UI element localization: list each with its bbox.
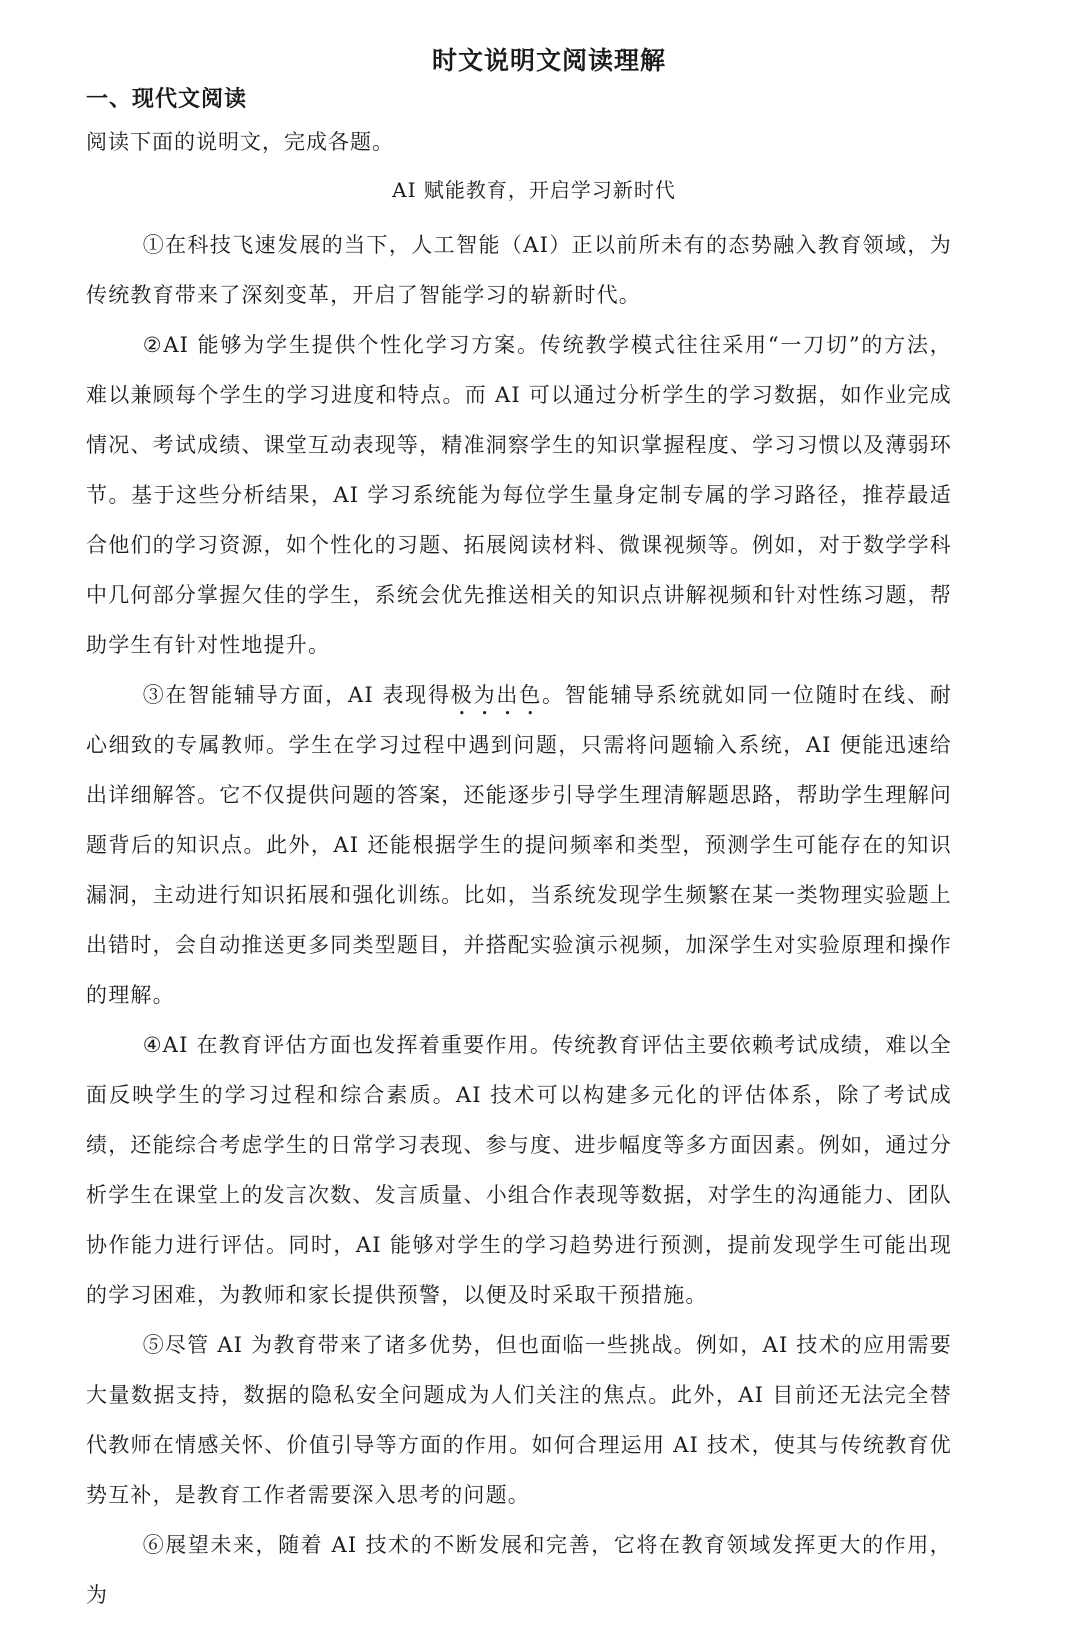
- document-title: 时文说明文阅读理解: [431, 46, 666, 75]
- paragraph-3: [86, 670, 952, 1020]
- article-title: AI 赋能教育，开启学习新时代: [392, 178, 676, 202]
- paragraph-4: ④AI 在教育评估方面也发挥着重要作用。传统教育评估主要依赖考试成绩，难以全面反映学生的学习过程和综合素质。AI 技术可以构建多元化的评估体系，除了考试成绩，还能综合考虑学生的日常学习表现、参与度、进步幅度等多方面因素。例如，通过分析学生在课堂上的发言次数、发言质量、小组合作表现等数据，对学生的沟通能力、团队协作能力进行评估。同时，AI 能够对学生的学习趋势进行预测，提前发现学生可能出现的学习困难，为教师和家长提供预警，以便及时采取干预措施。: [86, 1033, 952, 1307]
- paragraph-1: ①在科技飞速发展的当下，人工智能（AI）正以前所未有的态势融入教育领域，为传统教育带来了深刻变革，开启了智能学习的崭新时代。: [86, 233, 952, 307]
- paragraph-2: ②AI 能够为学生提供个性化学习方案。传统教学模式往往采用“一刀切”的方法，难以兼顾每个学生的学习进度和特点。而 AI 可以通过分析学生的学习数据，如作业完成情况、考试成绩、课堂互动表现等，精准洞察学生的知识掌握程度、学习习惯以及薄弱环节。基于这些分析结果，AI 学习系统能为每位学生量身定制专属的学习路径，推荐最适合他们的学习资源，如个性化的习题、拓展阅读材料、微课视频等。例如，对于数学学科中几何部分掌握欠佳的学生，系统会优先推送相关的知识点讲解视频和针对性练习题，帮助学生有针对性地提升。: [86, 333, 952, 657]
- instruction-text: 阅读下面的说明文，完成各题。: [86, 130, 394, 154]
- paragraph-5: ⑤尽管 AI 为教育带来了诸多优势，但也面临一些挑战。例如，AI 技术的应用需要大量数据支持，数据的隐私安全问题成为人们关注的焦点。此外，AI 目前还无法完全替代教师在情感关怀、价值引导等方面的作用。如何合理运用 AI 技术，使其与传统教育优势互补，是教育工作者需要深入思考的问题。: [86, 1333, 952, 1507]
- emphasized-phrase: 极为出色: [450, 683, 543, 707]
- paragraph-3-text-after: 。智能辅导系统就如同一位随时在线、耐心细致的专属教师。学生在学习过程中遇到问题，只需将问题输入系统，AI 便能迅速给出详细解答。它不仅提供问题的答案，还能逐步引导学生理清解题思路，帮助学生理解问题背后的知识点。此外，AI 还能根据学生的提问频率和类型，预测学生可能存在的知识漏洞，主动进行知识拓展和强化训练。比如，当系统发现学生频繁在某一类物理实验题上出错时，会自动推送更多同类型题目，并搭配实验演示视频，加深学生对实验原理和操作的理解。: [86, 683, 952, 1007]
- section-heading: 一、现代文阅读: [86, 87, 248, 112]
- paragraph-6: ⑥展望未来，随着 AI 技术的不断发展和完善，它将在教育领域发挥更大的作用，为: [86, 1533, 952, 1607]
- paragraph-3-text-before: ③在智能辅导方面，AI 表现得: [142, 683, 451, 707]
